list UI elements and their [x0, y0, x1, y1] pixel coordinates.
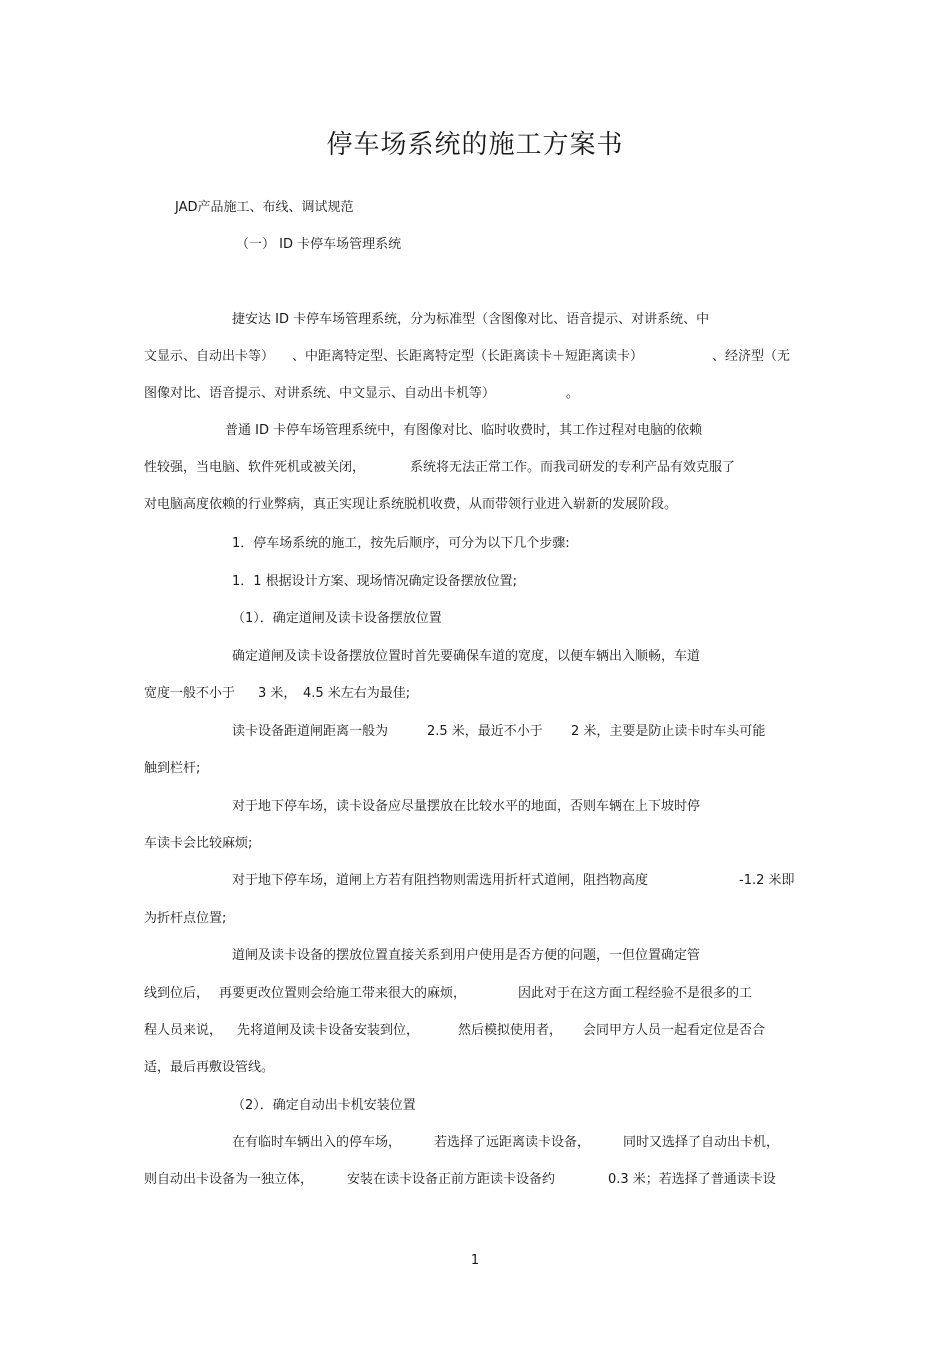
paragraph-line: 1．停车场系统的施工，按先后顺序，可分为以下几个步骤: [232, 536, 570, 551]
paragraph-line: 因此对于在这方面工程经验不是很多的工 [518, 986, 753, 1001]
page-number: 1 [470, 1253, 480, 1268]
paragraph-line: 0.3 米；若选择了普通读卡设 [608, 1172, 776, 1187]
section-heading: （一） ID 卡停车场管理系统 [236, 237, 402, 252]
paragraph-line: 2 米，主要是防止读卡时车头可能 [571, 724, 766, 739]
paragraph-line: 对电脑高度依赖的行业弊病，真正实现让系统脱机收费，从而带领行业进入崭新的发展阶段。 [144, 497, 678, 512]
paragraph-line: 为折杆点位置; [144, 911, 227, 926]
paragraph-line: （2）．确定自动出卡机安装位置 [232, 1098, 416, 1113]
subtitle-line: JAD产品施工、布线、调试规范 [175, 200, 354, 215]
paragraph-line: 对于地下停车场，读卡设备应尽量摆放在比较水平的地面，否则车辆在上下坡时停 [232, 799, 701, 814]
paragraph-line: 3 米， [258, 686, 297, 701]
paragraph-line: 。 [566, 386, 580, 401]
paragraph-line: 1．1 根据设计方案、现场情况确定设备摆放位置; [232, 574, 518, 589]
paragraph-line: 先将道闸及读卡设备安装到位， [237, 1023, 420, 1038]
paragraph-line: 性较强，当电脑、软件死机或被关闭， [144, 460, 366, 475]
paragraph-line: 4.5 米左右为最佳; [303, 686, 411, 701]
paragraph-line: 读卡设备距道闸距离一般为 [232, 724, 389, 739]
paragraph-line: 道闸及读卡设备的摆放位置直接关系到用户使用是否方便的问题，一但位置确定管 [232, 948, 701, 963]
paragraph-line: 、经济型（无 [712, 349, 791, 364]
paragraph-line: 系统将无法正常工作。而我司研发的专利产品有效克服了 [410, 460, 736, 475]
document-title: 停车场系统的施工方案书 [326, 130, 624, 160]
paragraph-line: 线到位后， [144, 986, 210, 1001]
paragraph-line: 会同甲方人员一起看定位是否合 [583, 1023, 766, 1038]
paragraph-line: 在有临时车辆出入的停车场， [232, 1135, 402, 1150]
paragraph-line: 再要更改位置则会给施工带来很大的麻烦， [219, 986, 467, 1001]
paragraph-line: 触到栏杆; [144, 761, 201, 776]
paragraph-line: 若选择了远距离读卡设备， [434, 1135, 591, 1150]
paragraph-line: 安装在读卡设备正前方距读卡设备约 [347, 1172, 556, 1187]
paragraph-line: 程人员来说， [144, 1023, 223, 1038]
paragraph-line: 对于地下停车场，道闸上方若有阻挡物则需选用折杆式道闸，阻挡物高度 [232, 873, 649, 888]
paragraph-line: 同时又选择了自动出卡机， [623, 1135, 780, 1150]
paragraph-line: 图像对比、语音提示、对讲系统、中文显示、自动出卡机等） [144, 386, 496, 401]
paragraph-line: 宽度一般不小于 [144, 686, 236, 701]
paragraph-line: （1）．确定道闸及读卡设备摆放位置 [232, 611, 442, 626]
paragraph-line: 、中距离特定型、长距离特定型（长距离读卡＋短距离读卡） [292, 349, 644, 364]
paragraph-line: 普通 ID 卡停车场管理系统中，有图像对比、临时收费时，其工作过程对电脑的依赖 [225, 423, 703, 438]
paragraph-line: 则自动出卡设备为一独立体， [144, 1172, 314, 1187]
paragraph-line: 车读卡会比较麻烦; [144, 836, 253, 851]
paragraph-line: 文显示、自动出卡等） [144, 349, 275, 364]
paragraph-line: 2.5 米，最近不小于 [427, 724, 543, 739]
paragraph-line: -1.2 米即 [739, 873, 795, 888]
paragraph-line: 然后模拟使用者， [458, 1023, 563, 1038]
paragraph-line: 确定道闸及读卡设备摆放位置时首先要确保车道的宽度，以便车辆出入顺畅，车道 [232, 649, 701, 664]
paragraph-line: 适，最后再敷设管线。 [144, 1060, 275, 1075]
paragraph-line: 捷安达 ID 卡停车场管理系统，分为标准型（含图像对比、语音提示、对讲系统、中 [232, 312, 710, 327]
